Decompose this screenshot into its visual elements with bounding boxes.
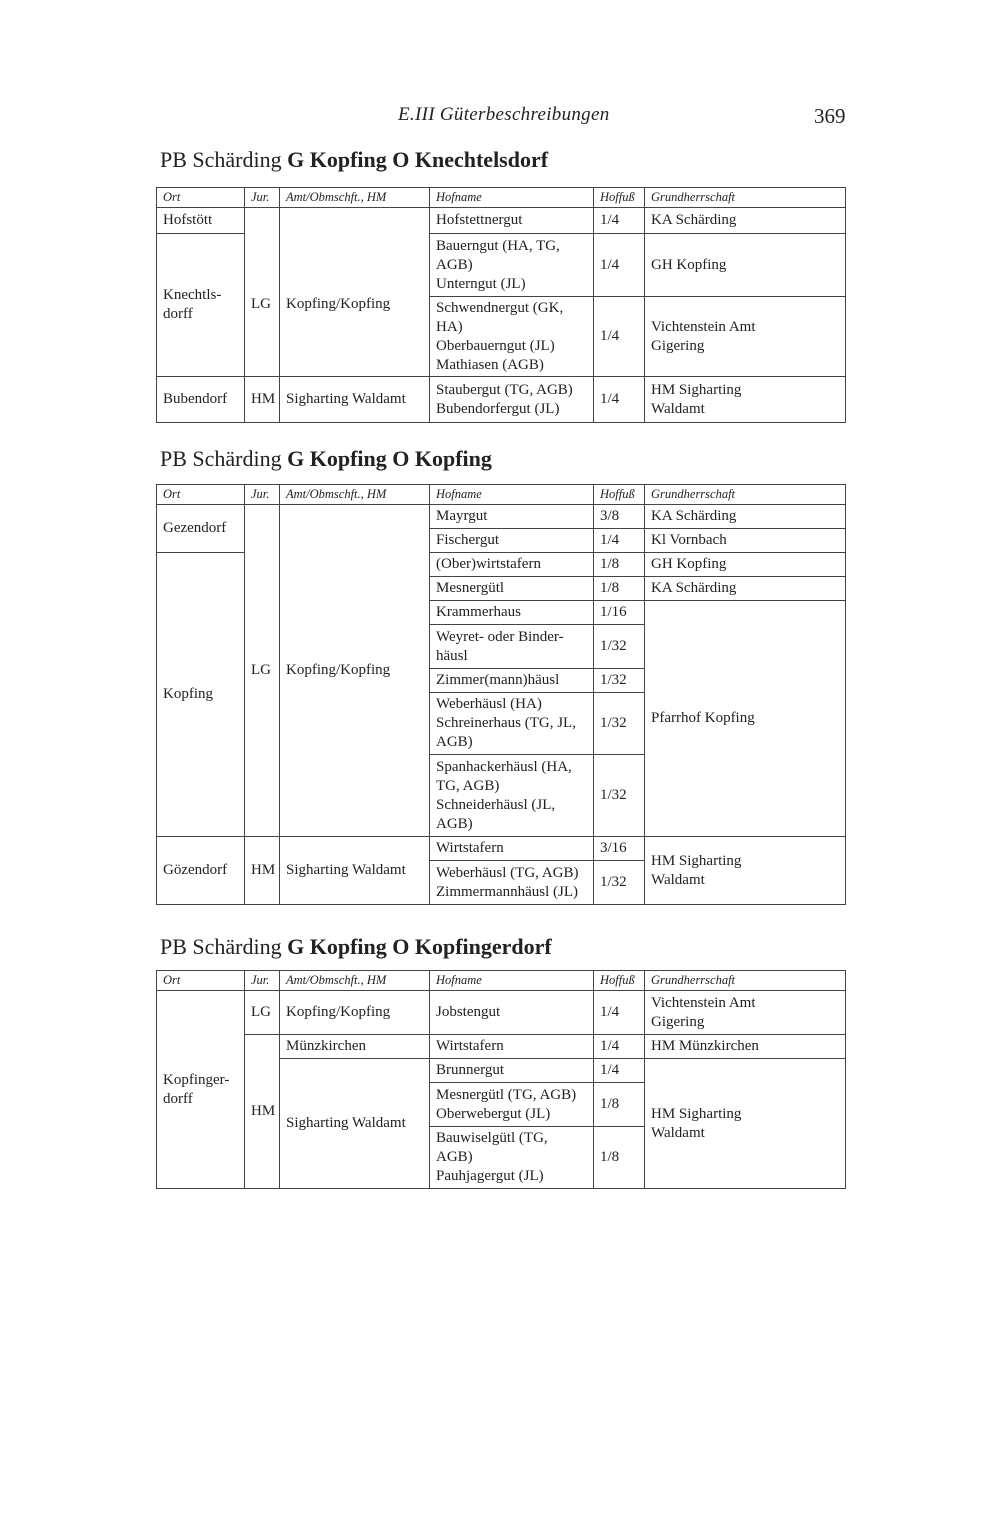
col-header: Jur. [245,188,280,208]
hoffuss-cell: 1/4 [594,991,645,1035]
grundherrschaft-cell: HM Sigharting Waldamt [645,1059,846,1189]
col-header: Grundherrschaft [645,971,846,991]
section-title: PB Schärding G Kopfing O Kopfing [160,446,492,471]
col-header: Amt/Obmschft., HM [280,188,430,208]
hofname-cell: Fischergut [430,529,594,553]
hoffuss-cell: 1/8 [594,553,645,577]
jur-cell: LG [245,234,280,377]
hoffuss-cell: 1/16 [594,601,645,625]
ort-cell: Gezendorf [157,505,245,553]
table-row [157,837,846,861]
jur-cell: LG [245,505,280,837]
hofname-cell: Weberhäusl (TG, AGB) Zimmermannhäusl (JL) [430,861,594,905]
grundherrschaft-cell: Vichtenstein Amt Gigering [645,991,846,1035]
ort-cell: Hofstött [157,208,245,234]
col-header: Hoffuß [594,971,645,991]
col-header: Hoffuß [594,188,645,208]
hoffuss-cell: 1/4 [594,377,645,423]
col-header: Ort [157,485,245,505]
amt-cell [280,208,430,234]
running-title: E.III Güterbeschreibungen [398,104,610,125]
hofname-cell: (Ober)wirtstafern [430,553,594,577]
table-header-row [157,971,846,991]
hoffuss-cell: 1/32 [594,625,645,669]
amt-cell: Sigharting Waldamt [280,377,430,423]
hofname-cell: Brunnergut [430,1059,594,1083]
hofname-cell: Jobstengut [430,991,594,1035]
jur-cell: HM [245,1035,280,1189]
hofname-cell: Mesnergütl (TG, AGB) Oberwebergut (JL) [430,1083,594,1127]
col-header: Amt/Obmschft., HM [280,971,430,991]
grundherrschaft-cell: Kl Vornbach [645,529,846,553]
page-number: 369 [814,104,846,128]
grundherrschaft-cell: HM Münzkirchen [645,1035,846,1059]
hofname-cell: Mayrgut [430,505,594,529]
hoffuss-cell: 3/16 [594,837,645,861]
section-title: PB Schärding G Kopfing O Knechtelsdorf [160,147,549,172]
col-header: Hofname [430,485,594,505]
amt-cell: Münzkirchen [280,1035,430,1059]
ort-cell: Kopfing [157,553,245,837]
grundherrschaft-cell: Pfarrhof Kopfing [645,601,846,837]
table-row [157,377,846,423]
estate-table [156,187,846,423]
col-header: Grundherrschaft [645,188,846,208]
hoffuss-cell: 1/32 [594,669,645,693]
hofname-cell: Spanhackerhäusl (HA, TG, AGB) Schneiderhäusl (JL, AGB) [430,755,594,837]
ort-cell: Knechtls- dorff [157,234,245,377]
hofname-cell: Hofstettnergut [430,208,594,234]
col-header: Grundherrschaft [645,485,846,505]
hoffuss-cell: 1/8 [594,1083,645,1127]
hoffuss-cell: 1/8 [594,577,645,601]
hofname-cell: Weyret- oder Binder- häusl [430,625,594,669]
hoffuss-cell: 1/32 [594,861,645,905]
col-header: Jur. [245,971,280,991]
amt-cell: Sigharting Waldamt [280,837,430,905]
grundherrschaft-cell: GH Kopfing [645,234,846,297]
hofname-cell: Schwendnergut (GK, HA) Oberbauerngut (JL) Mathiasen (AGB) [430,297,594,377]
table-row [157,208,846,234]
hoffuss-cell: 1/8 [594,1127,645,1189]
grundherrschaft-cell: KA Schärding [645,505,846,529]
hoffuss-cell: 1/4 [594,1059,645,1083]
col-header: Hofname [430,971,594,991]
jur-cell [245,208,280,234]
table-row [157,1035,846,1059]
amt-cell: Sigharting Waldamt [280,1059,430,1189]
hofname-cell: Zimmer(mann)häusl [430,669,594,693]
table-row [157,991,846,1035]
hofname-cell: Wirtstafern [430,837,594,861]
table-header-row [157,485,846,505]
hoffuss-cell: 1/4 [594,297,645,377]
hoffuss-cell: 1/4 [594,208,645,234]
col-header: Ort [157,971,245,991]
jur-cell: HM [245,377,280,423]
ort-cell: Kopfinger- dorff [157,991,245,1189]
jur-cell: LG [245,991,280,1035]
amt-cell: Kopfing/Kopfing [280,234,430,377]
col-header: Hoffuß [594,485,645,505]
hofname-cell: Weberhäusl (HA) Schreinerhaus (TG, JL, AGB) [430,693,594,755]
col-header: Hofname [430,188,594,208]
hofname-cell: Wirtstafern [430,1035,594,1059]
hofname-cell: Krammerhaus [430,601,594,625]
hoffuss-cell: 1/32 [594,755,645,837]
grundherrschaft-cell: HM Sigharting Waldamt [645,377,846,423]
hofname-cell: Mesnergütl [430,577,594,601]
col-header: Jur. [245,485,280,505]
ort-cell: Gözendorf [157,837,245,905]
grundherrschaft-cell: KA Schärding [645,208,846,234]
hoffuss-cell: 3/8 [594,505,645,529]
hoffuss-cell: 1/32 [594,693,645,755]
hofname-cell: Bauwiselgütl (TG, AGB) Pauhjagergut (JL) [430,1127,594,1189]
hofname-cell: Staubergut (TG, AGB) Bubendorfergut (JL) [430,377,594,423]
grundherrschaft-cell: GH Kopfing [645,553,846,577]
amt-cell: Kopfing/Kopfing [280,991,430,1035]
estate-table [156,484,846,905]
grundherrschaft-cell: KA Schärding [645,577,846,601]
hofname-cell: Bauerngut (HA, TG, AGB) Unterngut (JL) [430,234,594,297]
hoffuss-cell: 1/4 [594,1035,645,1059]
hoffuss-cell: 1/4 [594,234,645,297]
hoffuss-cell: 1/4 [594,529,645,553]
jur-cell: HM [245,837,280,905]
amt-cell: Kopfing/Kopfing [280,505,430,837]
table-header-row [157,188,846,208]
estate-table [156,970,846,1189]
grundherrschaft-cell: Vichtenstein Amt Gigering [645,297,846,377]
grundherrschaft-cell: HM Sigharting Waldamt [645,837,846,905]
col-header: Amt/Obmschft., HM [280,485,430,505]
table-row [157,505,846,529]
section-title: PB Schärding G Kopfing O Kopfingerdorf [160,934,552,959]
ort-cell: Bubendorf [157,377,245,423]
col-header: Ort [157,188,245,208]
table-row [157,234,846,297]
